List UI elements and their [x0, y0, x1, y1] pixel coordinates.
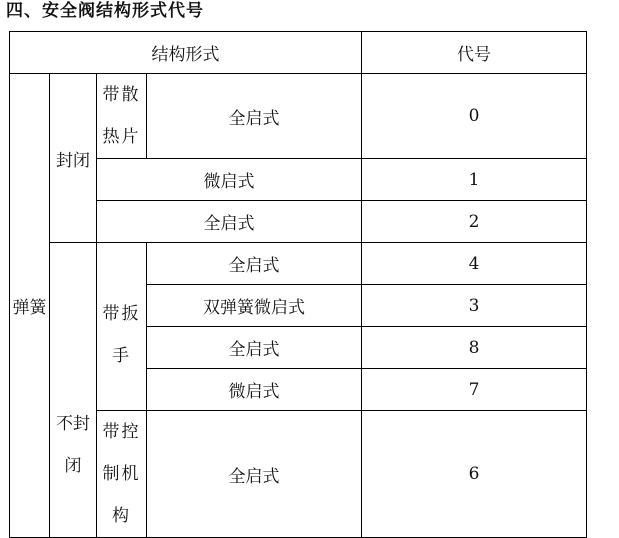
row-label: 双弹簧微启式	[147, 285, 362, 327]
row-code: 8	[362, 327, 587, 369]
row-label: 全启式	[97, 201, 362, 243]
row-label: 全启式	[147, 411, 362, 538]
row-label: 微启式	[97, 159, 362, 201]
row-label: 微启式	[147, 369, 362, 411]
row-label: 全启式	[147, 327, 362, 369]
row-code: 3	[362, 285, 587, 327]
row-code: 2	[362, 201, 587, 243]
type-spring: 弹簧	[10, 74, 50, 538]
row-code: 7	[362, 369, 587, 411]
subgroup-control: 带控制机构	[97, 411, 147, 538]
section-heading: 四、安全阀结构形式代号	[6, 1, 204, 21]
row-code: 0	[362, 74, 587, 159]
valve-structure-code-table	[9, 31, 587, 538]
group-closed: 封闭	[50, 74, 97, 243]
row-code: 4	[362, 243, 587, 285]
header-structure: 结构形式	[10, 32, 362, 74]
row-label: 全启式	[147, 74, 362, 159]
subgroup-wrench: 带扳手	[97, 243, 147, 411]
group-unclosed: 不封闭	[50, 243, 97, 538]
row-code: 1	[362, 159, 587, 201]
subgroup-heat-sink: 带散热片	[97, 74, 147, 159]
row-label: 全启式	[147, 243, 362, 285]
header-code: 代号	[362, 32, 587, 74]
row-code: 6	[362, 411, 587, 538]
